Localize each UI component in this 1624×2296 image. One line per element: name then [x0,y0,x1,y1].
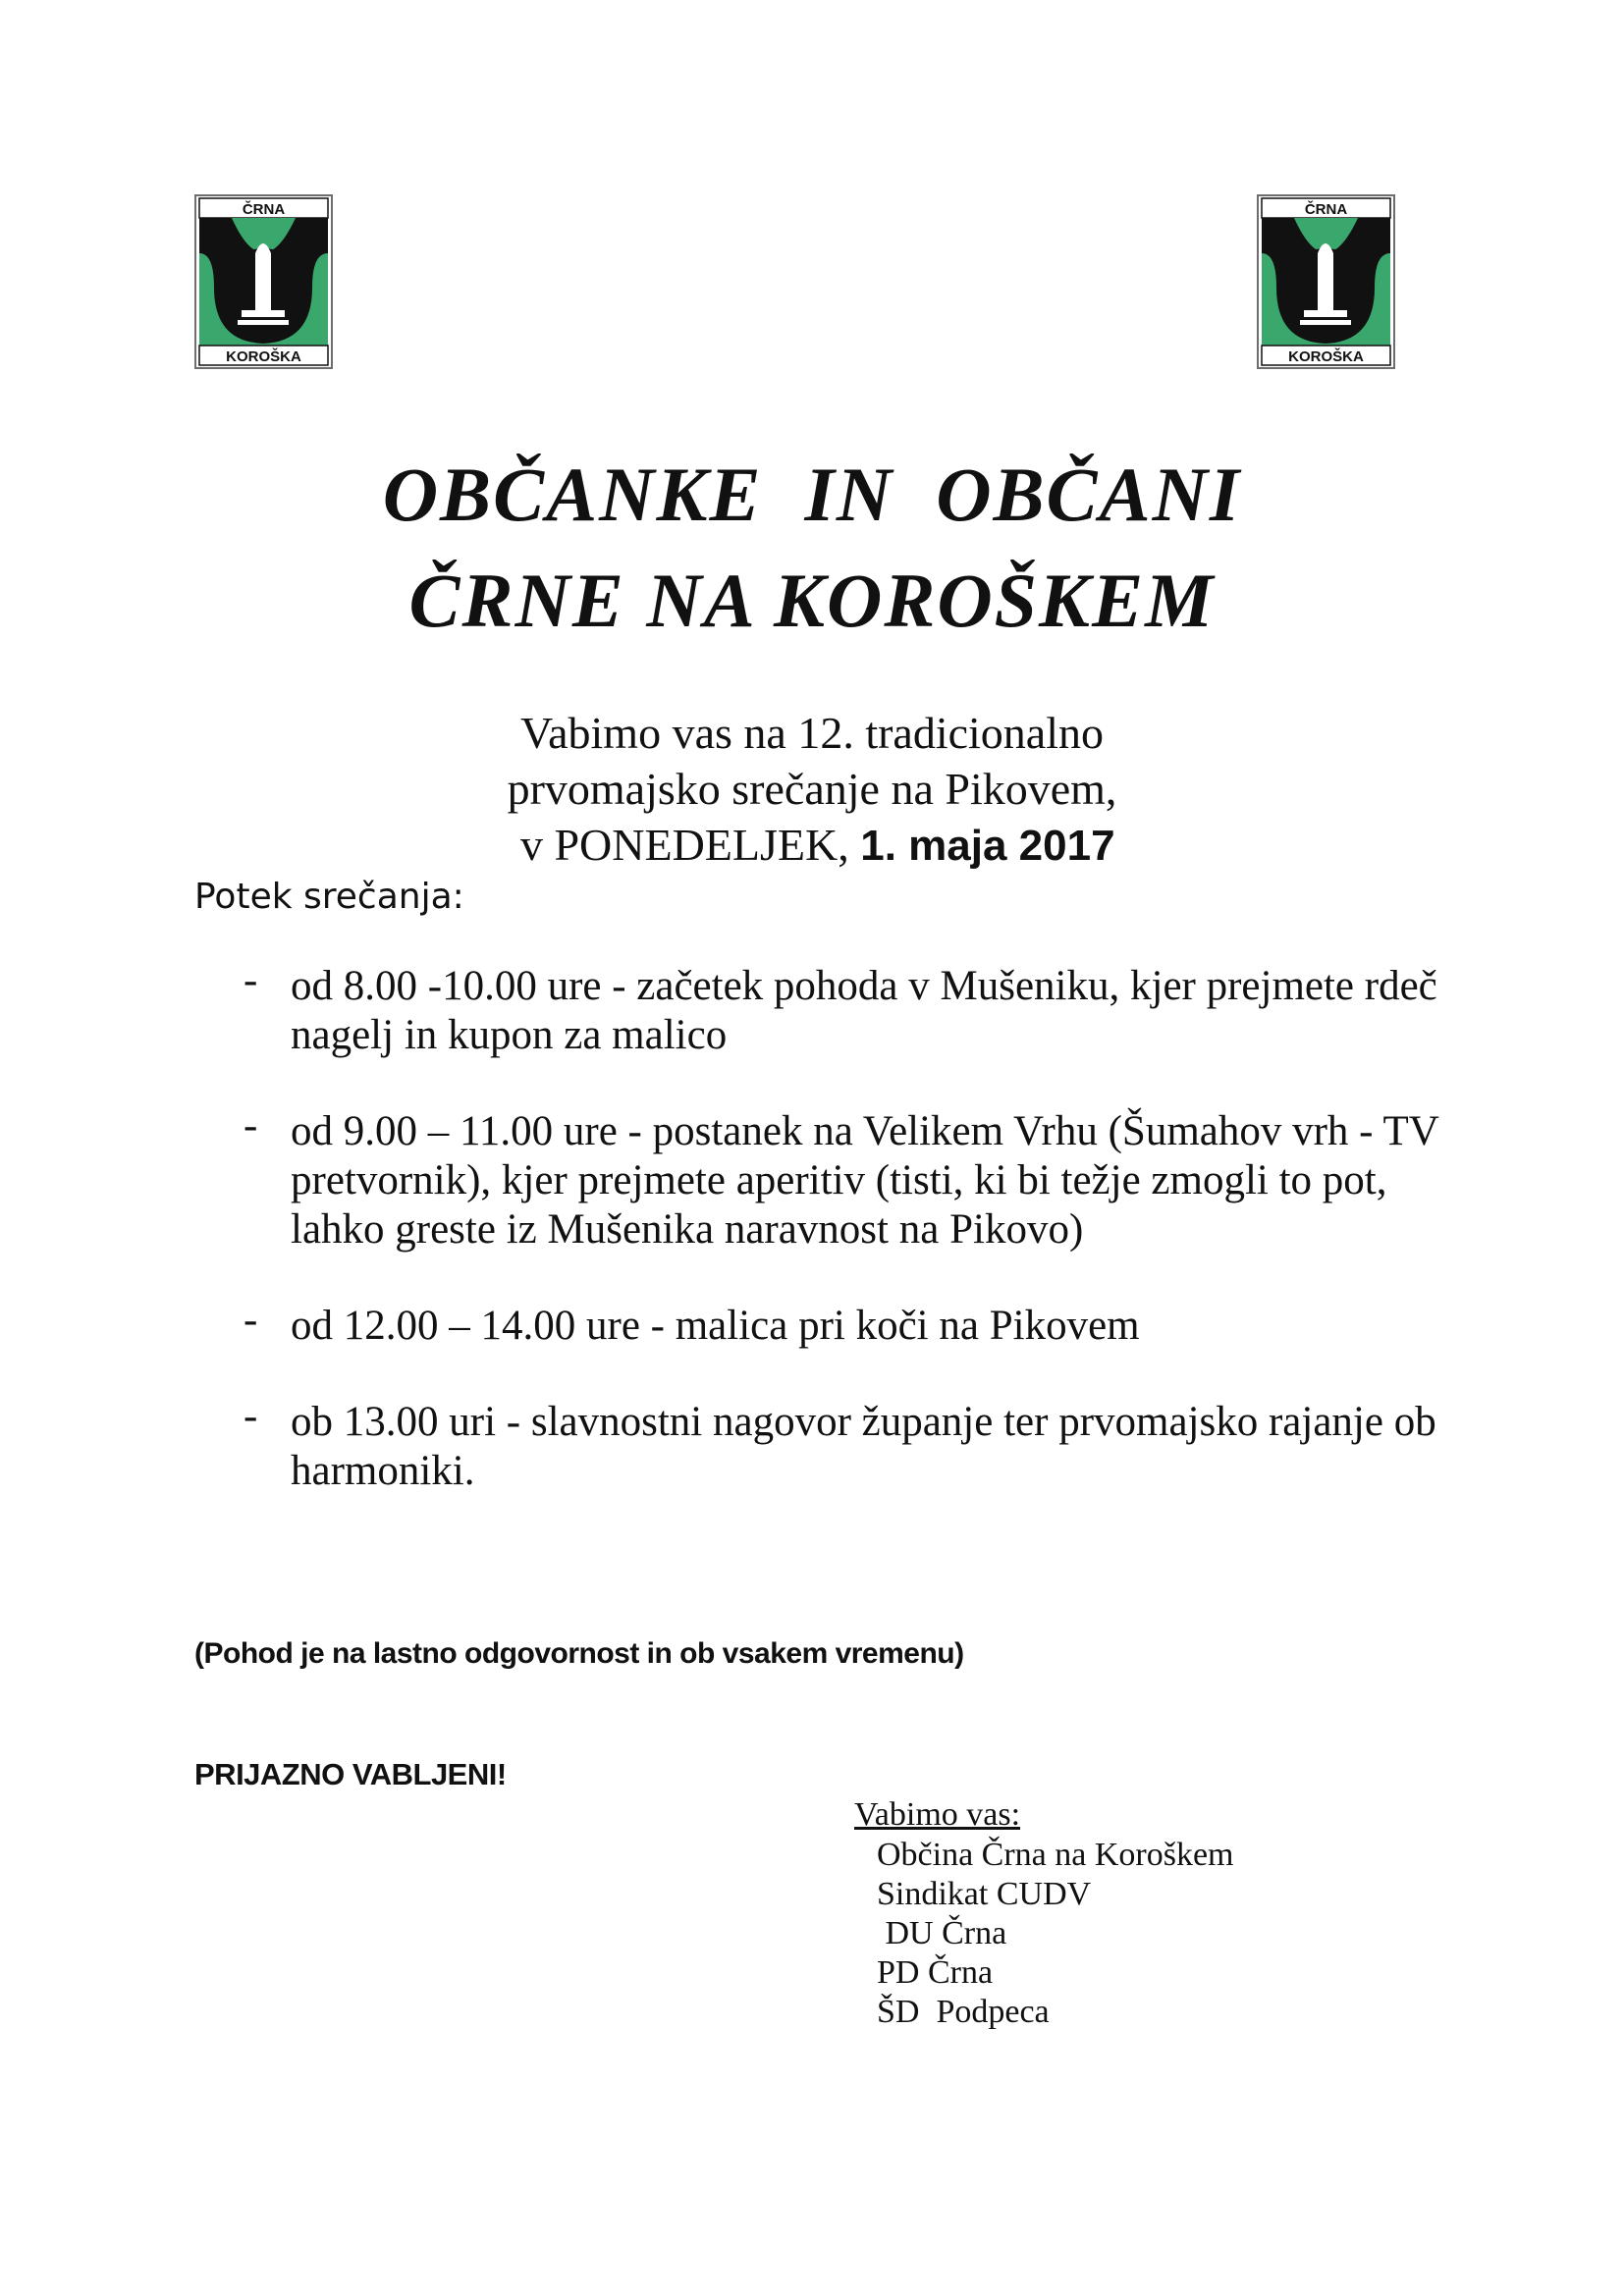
crest-bottom-text: KOROŠKA [226,348,301,365]
organizer-item: ŠD Podpeca [877,1994,1050,2030]
program-title: Potek srečanja: [194,877,464,917]
invitation-line-1: Vabimo vas na 12. tradicionalno [519,708,1105,758]
invitation-text [0,705,1624,874]
responsibility-note: (Pohod je na lastno odgovornost in ob vsakem vremenu) [194,1637,964,1670]
list-item [244,1393,1471,1496]
crest-bottom-text: KOROŠKA [1288,348,1364,365]
crest-top-text: ČRNA [242,201,286,218]
organizer-item: DU Črna [877,1915,1007,1951]
invitation-line-2: prvomajsko srečanje na Pikovem, [507,764,1117,814]
organizer-item: Občina Črna na Koroškem [877,1837,1234,1873]
invitation-day: v PONEDELJEK, [509,820,861,870]
organizers-list [877,1836,1234,2032]
list-item-text: od 12.00 – 14.00 ure - malica pri koči na Pikovem [291,1303,1140,1349]
list-dash: - [244,1297,258,1343]
list-dash: - [244,957,258,1003]
crest-top-text: ČRNA [1304,201,1348,218]
list-item [244,957,1471,1060]
invitation-line-3 [0,817,1624,874]
list-item-text: od 8.00 -10.00 ure - začetek pohoda v Mušeniku, kjer prejmete rdeč nagelj in kupon za malico [291,963,1437,1058]
title-line-1: OBČANKE IN OBČANI [382,452,1242,537]
list-item-text: ob 13.00 uri - slavnostni nagovor županje ter prvomajsko rajanje ob harmoniki. [291,1399,1436,1494]
crna-koroska-crest-logo-right [1257,194,1395,369]
invitation-date: 1. maja 2017 [860,822,1115,870]
organizer-item: Sindikat CUDV [877,1876,1092,1912]
list-dash: - [244,1393,258,1439]
page-title [0,442,1624,654]
list-dash: - [244,1102,258,1148]
program-list [244,957,1471,1496]
organizers-title: Vabimo vas: [854,1796,1021,1833]
organizer-item: PD Črna [877,1954,994,1991]
list-item [244,1297,1471,1351]
list-item [244,1102,1471,1255]
crna-koroska-crest-logo-left [194,194,333,369]
list-item-text: od 9.00 – 11.00 ure - postanek na Velikem Vrhu (Šumahov vrh - TV pretvornik), kjer prejmete aperitiv (tisti, ki bi težje zmogli to pot, lahko greste iz Mušenika naravnost na Pikovo) [291,1108,1439,1253]
title-line-2: ČRNE NA KOROŠKEM [408,558,1216,643]
greeting: PRIJAZNO VABLJENI! [194,1757,507,1791]
